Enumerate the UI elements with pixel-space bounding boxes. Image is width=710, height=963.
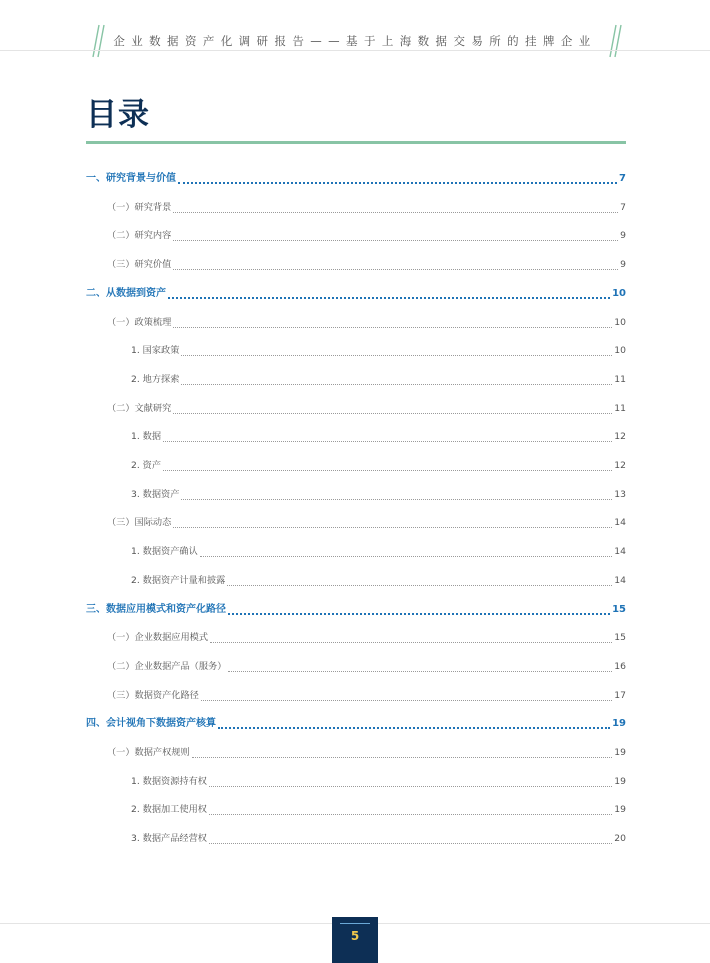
toc-entry-label: 2. 地方探索 [131,373,180,385]
dot-leader [228,613,610,615]
toc-entry-page: 10 [614,345,626,357]
toc-entry[interactable] [131,487,626,503]
dot-leader [181,355,612,356]
toc-entry[interactable] [131,458,626,474]
toc-entry-page: 19 [612,718,626,730]
toc-entry[interactable] [131,372,626,388]
toc-entry-label: （三）国际动态 [107,517,172,529]
toc-entry-label: 1. 国家政策 [131,345,180,357]
page-number-box [332,917,378,963]
toc-entry-page: 7 [619,173,626,184]
dot-leader [181,384,612,385]
toc-entry-label: 2. 资产 [131,460,162,471]
toc-entry-page: 9 [620,259,626,271]
dot-leader [178,182,617,184]
toc-entry-page: 11 [614,373,626,385]
toc-entry-page: 13 [614,488,626,500]
toc-entry-label: 二、从数据到资产 [86,287,166,299]
toc-entry-label: （一）政策梳理 [107,316,172,328]
toc-entry-label: 3. 数据资产 [131,488,180,500]
toc-entry[interactable] [86,286,626,302]
page-number-rule [340,923,370,924]
toc-entry-label: 1. 数据资产确认 [131,546,198,558]
toc-entry-label: 1. 数据 [131,431,162,443]
dot-leader [181,499,612,500]
page-title: 目录 [86,97,150,133]
header-divider [0,50,710,51]
dot-leader [201,700,612,701]
dot-leader [200,556,612,557]
toc-entry-label: （二）文献研究 [107,402,172,414]
dot-leader [173,327,612,328]
title-underline [86,141,626,144]
toc-entry[interactable] [86,602,626,618]
toc-entry-page: 14 [614,574,626,586]
toc-entry-label: 四、会计视角下数据资产核算 [86,718,216,730]
toc-entry[interactable] [131,802,626,818]
toc-entry-label: 1. 数据资源持有权 [131,775,207,787]
toc-entry-page: 15 [612,603,626,615]
dot-leader [209,843,612,844]
toc-entry-label: 2. 数据资产计量和披露 [131,574,226,586]
toc-entry-page: 15 [614,632,626,644]
toc-entry[interactable] [107,630,626,646]
double-slash-right-icon [606,24,630,58]
toc-entry-page: 14 [614,517,626,529]
toc-entry[interactable] [107,401,626,417]
running-header [0,0,710,52]
toc-entry[interactable] [107,745,626,761]
toc-entry[interactable] [107,257,626,273]
dot-leader [227,585,612,586]
toc-entry[interactable] [86,171,626,187]
toc-entry-page: 19 [614,804,626,816]
toc-entry[interactable] [107,200,626,216]
toc-entry[interactable] [131,573,626,589]
dot-leader [228,671,612,672]
dot-leader [163,441,612,442]
toc-entry-label: 一、研究背景与价值 [86,173,176,184]
dot-leader [218,727,610,729]
toc-entry-page: 19 [614,747,626,758]
toc-entry-page: 10 [612,287,626,299]
toc-entry-label: （一）研究背景 [107,201,172,213]
toc-entry-label: 3. 数据产品经营权 [131,833,207,845]
toc-entry-label: （一）数据产权规则 [107,747,190,758]
toc-entry-page: 17 [614,689,626,701]
dot-leader [173,269,618,270]
toc-entry-page: 10 [614,316,626,328]
report-title-header: 企业数据资产化调研报告——基于上海数据交易所的挂牌企业 [113,34,597,48]
toc-entry-page: 9 [620,230,626,242]
dot-leader [173,413,612,414]
toc-entry[interactable] [131,544,626,560]
toc-entry[interactable] [131,429,626,445]
toc-entry-label: 2. 数据加工使用权 [131,804,207,816]
toc-entry[interactable] [131,774,626,790]
toc-entry-page: 14 [614,546,626,558]
toc-entry[interactable] [86,716,626,732]
toc-entry-page: 19 [614,775,626,787]
toc-entry[interactable] [131,831,626,847]
toc-entry-page: 12 [614,460,626,471]
toc-entry-label: （二）研究内容 [107,230,172,242]
toc-entry[interactable] [107,688,626,704]
toc-entry-label: （三）研究价值 [107,259,172,271]
page-number: 5 [350,929,360,943]
dot-leader [173,240,618,241]
toc-entry[interactable] [131,343,626,359]
toc-entry[interactable] [107,515,626,531]
toc-entry-label: （三）数据资产化路径 [107,689,199,701]
dot-leader [192,757,613,758]
toc-entry-label: 三、数据应用模式和资产化路径 [86,603,226,615]
dot-leader [163,470,612,471]
toc-entry-label: （二）企业数据产品（服务） [107,660,227,672]
dot-leader [173,527,612,528]
dot-leader [168,297,610,299]
toc-entry-page: 20 [614,833,626,845]
toc-entry[interactable] [107,228,626,244]
toc-entry-page: 16 [614,660,626,672]
dot-leader [173,212,618,213]
dot-leader [209,786,612,787]
toc-entry-page: 12 [614,431,626,443]
toc-entry-page: 11 [614,402,626,414]
dot-leader [210,642,612,643]
toc-entry[interactable] [107,315,626,331]
toc-entry-label: （一）企业数据应用模式 [107,632,209,644]
toc-entry[interactable] [107,659,626,675]
toc-entry-page: 7 [620,201,626,213]
dot-leader [209,814,612,815]
